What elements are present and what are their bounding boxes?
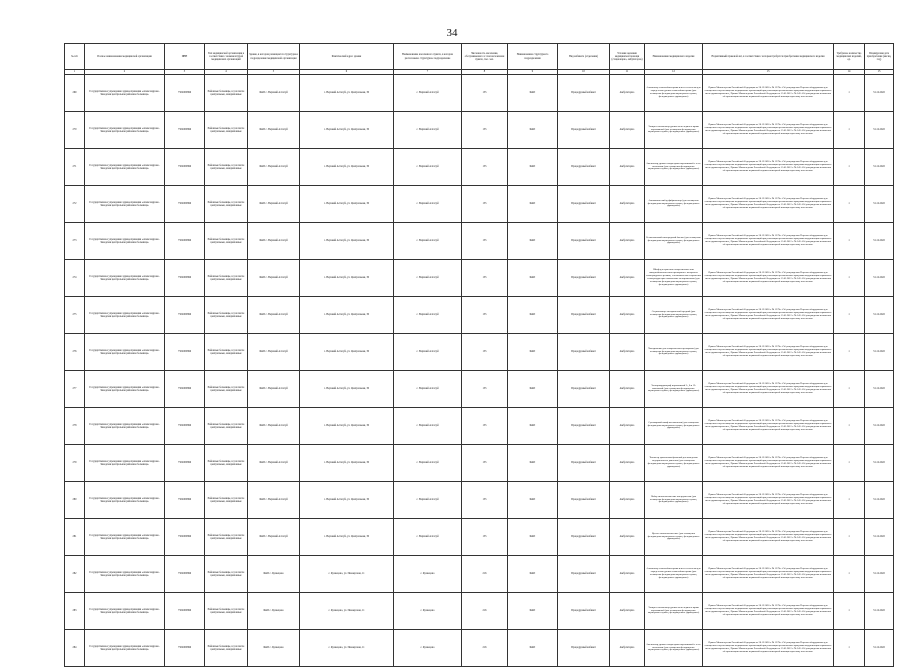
column-header: Наименование структурного подразделения bbox=[508, 44, 558, 70]
date-cell: 31.12.2022 bbox=[865, 371, 894, 408]
date-cell: 31.12.2022 bbox=[865, 297, 894, 334]
inn-cell: 7502000896 bbox=[165, 260, 205, 297]
population-cell: 155 bbox=[462, 408, 508, 445]
settlement-cell: с. Верхний Алтагуй bbox=[394, 297, 462, 334]
table-row bbox=[65, 445, 894, 482]
column-number: 1 bbox=[65, 70, 85, 75]
unit-cell: ФАП bbox=[508, 593, 558, 630]
unit-cell: ФАП bbox=[508, 112, 558, 149]
quantity-cell: 1 bbox=[834, 482, 865, 519]
population-cell: 155 bbox=[462, 519, 508, 556]
population-cell: 155 bbox=[462, 149, 508, 186]
building-cell: ФАП с. Верхний Алтагуй bbox=[248, 260, 300, 297]
table-row bbox=[65, 593, 894, 630]
column-number: 9 bbox=[508, 70, 558, 75]
row-number-cell: 284 bbox=[65, 630, 85, 667]
inn-cell: 7502000896 bbox=[165, 630, 205, 667]
column-number: 6 bbox=[300, 70, 394, 75]
date-cell: 31.12.2022 bbox=[865, 149, 894, 186]
column-number: 8 bbox=[462, 70, 508, 75]
act-cell: Приказ Министерства Российской Федерации от 28.12.2020 г. № 1379н «Об утверждении Перечня оборудования для оснащения и переоснащения медицинских организаций при реализации региональных программ модернизации первичного звена здравоохранения», Приказ Министерства Российской Федерации от 15.05.2012 г. № 543 «Об утверждении положения об организации оказания первичной медико-санитарной помощи взрослому населению» bbox=[703, 482, 834, 519]
inn-cell: 7502000896 bbox=[165, 371, 205, 408]
unit-cell: ФАП bbox=[508, 186, 558, 223]
conditions-cell: Амбулаторно bbox=[610, 149, 645, 186]
device-cell: Экспресс-анализатор уровня холестерина в крови портативный (для оснащения фельдшерско-акушерского пункта, фельдшерского здравпункта) bbox=[645, 112, 703, 149]
cabinet-cell: Процедурный кабинет bbox=[558, 149, 610, 186]
org-name-cell: Государственное учреждение здравоохранения «Александрово-Заводская центральная районная больница» bbox=[85, 334, 165, 371]
act-cell: Приказ Министерства Российской Федерации от 28.12.2020 г. № 1379н «Об утверждении Перечня оборудования для оснащения и переоснащения медицинских организаций при реализации региональных программ модернизации первичного звена здравоохранения», Приказ Министерства Российской Федерации от 15.05.2012 г. № 543 «Об утверждении положения об организации оказания первичной медико-санитарной помощи взрослому населению» bbox=[703, 260, 834, 297]
conditions-cell: Амбулаторно bbox=[610, 519, 645, 556]
table-row bbox=[65, 223, 894, 260]
settlement-cell: с. Кузнецово bbox=[394, 630, 462, 667]
column-header: Требуемое количество медицинских изделий, ед. bbox=[834, 44, 865, 70]
settlement-cell: с. Кузнецово bbox=[394, 556, 462, 593]
org-name-cell: Государственное учреждение здравоохранения «Александрово-Заводская центральная районная больница» bbox=[85, 149, 165, 186]
device-cell: Автоматический дефибриллятор (для оснащения фельдшерско-акушерского пункта, фельдшерского здравпункта) bbox=[645, 186, 703, 223]
table-row bbox=[65, 334, 894, 371]
inn-cell: 7502000896 bbox=[165, 519, 205, 556]
cabinet-cell: Процедурный кабинет bbox=[558, 334, 610, 371]
cabinet-cell: Процедурный кабинет bbox=[558, 482, 610, 519]
inn-cell: 7502000896 bbox=[165, 408, 205, 445]
org-type-cell: Районные больницы, в том числе центральные, межрайонные bbox=[205, 408, 248, 445]
org-name-cell: Государственное учреждение здравоохранения «Александрово-Заводская центральная районная больница» bbox=[85, 112, 165, 149]
cabinet-cell: Процедурный кабинет bbox=[558, 223, 610, 260]
act-cell: Приказ Министерства Российской Федерации от 28.12.2020 г. № 1379н «Об утверждении Перечня оборудования для оснащения и переоснащения медицинских организаций при реализации региональных программ модернизации первичного звена здравоохранения», Приказ Министерства Российской Федерации от 15.05.2012 г. № 543 «Об утверждении положения об организации оказания первичной медико-санитарной помощи взрослому населению» bbox=[703, 630, 834, 667]
cabinet-cell: Процедурный кабинет bbox=[558, 112, 610, 149]
device-cell: Бесконтактный кислородный баллон (для оснащения фельдшерско-акушерского пункта, фельдшерского здравпункта) bbox=[645, 223, 703, 260]
row-number-cell: 271 bbox=[65, 149, 85, 186]
cabinet-cell: Процедурный кабинет bbox=[558, 371, 610, 408]
device-cell: Холодильник для лекарственных препаратов (для оснащения фельдшерско-акушерского пункта, фельдшерского здравпункта) bbox=[645, 334, 703, 371]
column-number: 7 bbox=[394, 70, 462, 75]
date-cell: 31.12.2022 bbox=[865, 593, 894, 630]
address-cell: с. Верхний Алтагуй, ул. Центральная, 30 bbox=[300, 408, 394, 445]
address-cell: с. Верхний Алтагуй, ул. Центральная, 30 bbox=[300, 186, 394, 223]
settlement-cell: с. Верхний Алтагуй bbox=[394, 519, 462, 556]
building-cell: ФАП с. Верхний Алтагуй bbox=[248, 112, 300, 149]
org-name-cell: Государственное учреждение здравоохранения «Александрово-Заводская центральная районная больница» bbox=[85, 519, 165, 556]
org-name-cell: Государственное учреждение здравоохранения «Александрово-Заводская центральная районная больница» bbox=[85, 408, 165, 445]
cabinet-cell: Процедурный кабинет bbox=[558, 593, 610, 630]
cabinet-cell: Процедурный кабинет bbox=[558, 556, 610, 593]
inn-cell: 7502000896 bbox=[165, 223, 205, 260]
column-header: Планируемая дата приобретения (месяц, год) bbox=[865, 44, 894, 70]
quantity-cell: 1 bbox=[834, 408, 865, 445]
population-cell: 155 bbox=[462, 297, 508, 334]
org-type-cell: Районные больницы, в том числе центральные, межрайонные bbox=[205, 260, 248, 297]
table-row bbox=[65, 260, 894, 297]
date-cell: 31.12.2022 bbox=[865, 445, 894, 482]
settlement-cell: с. Верхний Алтагуй bbox=[394, 112, 462, 149]
building-cell: ФАП с. Верхний Алтагуй bbox=[248, 445, 300, 482]
inn-cell: 7502000896 bbox=[165, 112, 205, 149]
quantity-cell: 1 bbox=[834, 593, 865, 630]
unit-cell: ФАП bbox=[508, 482, 558, 519]
column-header: Тип медицинской организации в соответствии с номенклатурой медицинских организаций bbox=[205, 44, 248, 70]
address-cell: с. Верхний Алтагуй, ул. Центральная, 30 bbox=[300, 260, 394, 297]
org-name-cell: Государственное учреждение здравоохранения «Александрово-Заводская центральная районная больница» bbox=[85, 75, 165, 112]
column-header: Фактический адрес здания bbox=[300, 44, 394, 70]
act-cell: Приказ Министерства Российской Федерации от 28.12.2020 г. № 1379н «Об утверждении Перечня оборудования для оснащения и переоснащения медицинских организаций при реализации региональных программ модернизации первичного звена здравоохранения», Приказ Министерства Российской Федерации от 15.05.2012 г. № 543 «Об утверждении положения об организации оказания первичной медико-санитарной помощи взрослому населению» bbox=[703, 519, 834, 556]
settlement-cell: с. Верхний Алтагуй bbox=[394, 334, 462, 371]
address-cell: с. Верхний Алтагуй, ул. Центральная, 30 bbox=[300, 297, 394, 334]
page-number: 34 bbox=[446, 27, 458, 39]
table-row bbox=[65, 482, 894, 519]
conditions-cell: Амбулаторно bbox=[610, 593, 645, 630]
building-cell: ФАП с. Верхний Алтагуй bbox=[248, 519, 300, 556]
table-row bbox=[65, 297, 894, 334]
org-type-cell: Районные больницы, в том числе центральные, межрайонные bbox=[205, 371, 248, 408]
building-cell: ФАП с. Верхний Алтагуй bbox=[248, 408, 300, 445]
conditions-cell: Амбулаторно bbox=[610, 482, 645, 519]
device-cell: Стерилизатор электрический средний (для оснащения фельдшерско-акушерского пункта, фельдшерского здравпункта) bbox=[645, 297, 703, 334]
population-cell: 216 bbox=[462, 556, 508, 593]
org-name-cell: Государственное учреждение здравоохранения «Александрово-Заводская центральная районная больница» bbox=[85, 630, 165, 667]
org-type-cell: Районные больницы, в том числе центральные, межрайонные bbox=[205, 445, 248, 482]
quantity-cell: 1 bbox=[834, 334, 865, 371]
act-cell: Приказ Министерства Российской Федерации от 28.12.2020 г. № 1379н «Об утверждении Перечня оборудования для оснащения и переоснащения медицинских организаций при реализации региональных программ модернизации первичного звена здравоохранения», Приказ Министерства Российской Федерации от 15.05.2012 г. № 543 «Об утверждении положения об организации оказания первичной медико-санитарной помощи взрослому населению» bbox=[703, 149, 834, 186]
conditions-cell: Амбулаторно bbox=[610, 408, 645, 445]
row-number-cell: 272 bbox=[65, 186, 85, 223]
address-cell: с. Верхний Алтагуй, ул. Центральная, 30 bbox=[300, 223, 394, 260]
unit-cell: ФАП bbox=[508, 223, 558, 260]
population-cell: 216 bbox=[462, 593, 508, 630]
quantity-cell: 1 bbox=[834, 186, 865, 223]
org-type-cell: Районные больницы, в том числе центральные, межрайонные bbox=[205, 593, 248, 630]
act-cell: Приказ Министерства Российской Федерации от 28.12.2020 г. № 1379н «Об утверждении Перечня оборудования для оснащения и переоснащения медицинских организаций при реализации региональных программ модернизации первичного звена здравоохранения», Приказ Министерства Российской Федерации от 15.05.2012 г. № 543 «Об утверждении положения об организации оказания первичной медико-санитарной помощи взрослому населению» bbox=[703, 593, 834, 630]
address-cell: с. Верхний Алтагуй, ул. Центральная, 30 bbox=[300, 334, 394, 371]
settlement-cell: с. Верхний Алтагуй bbox=[394, 186, 462, 223]
unit-cell: ФАП bbox=[508, 556, 558, 593]
unit-cell: ФАП bbox=[508, 75, 558, 112]
org-type-cell: Районные больницы, в том числе центральные, межрайонные bbox=[205, 75, 248, 112]
date-cell: 31.12.2022 bbox=[865, 260, 894, 297]
act-cell: Приказ Министерства Российской Федерации от 28.12.2020 г. № 1379н «Об утверждении Перечня оборудования для оснащения и переоснащения медицинских организаций при реализации региональных программ модернизации первичного звена здравоохранения», Приказ Министерства Российской Федерации от 15.05.2012 г. № 543 «Об утверждении положения об организации оказания первичной медико-санитарной помощи взрослому населению» bbox=[703, 445, 834, 482]
building-cell: ФАП с. Верхний Алтагуй bbox=[248, 186, 300, 223]
row-number-cell: 282 bbox=[65, 556, 85, 593]
device-cell: Анализатор уровня сахара крови портативный с тест-полосками (для оснащения фельдшерско-акушерского пункта, фельдшерского здравпункта) bbox=[645, 149, 703, 186]
date-cell: 31.12.2022 bbox=[865, 482, 894, 519]
address-cell: с. Верхний Алтагуй, ул. Центральная, 30 bbox=[300, 482, 394, 519]
conditions-cell: Амбулаторно bbox=[610, 297, 645, 334]
quantity-cell: 1 bbox=[834, 112, 865, 149]
device-cell: Анализатор гемоглобина крови или тест-система для определения уровня гемоглобина крови (для оснащения фельдшерско-акушерского пункта, фельдшерского здравпункта) bbox=[645, 556, 703, 593]
date-cell: 31.12.2022 bbox=[865, 334, 894, 371]
conditions-cell: Амбулаторно bbox=[610, 334, 645, 371]
row-number-cell: 269 bbox=[65, 75, 85, 112]
act-cell: Приказ Министерства Российской Федерации от 28.12.2020 г. № 1379н «Об утверждении Перечня оборудования для оснащения и переоснащения медицинских организаций при реализации региональных программ модернизации первичного звена здравоохранения», Приказ Министерства Российской Федерации от 15.05.2012 г. № 543 «Об утверждении положения об организации оказания первичной медико-санитарной помощи взрослому населению» bbox=[703, 371, 834, 408]
cabinet-cell: Процедурный кабинет bbox=[558, 408, 610, 445]
org-name-cell: Государственное учреждение здравоохранения «Александрово-Заводская центральная районная больница» bbox=[85, 297, 165, 334]
column-header: Полное наименование медицинской организации bbox=[85, 44, 165, 70]
inn-cell: 7502000896 bbox=[165, 149, 205, 186]
unit-cell: ФАП bbox=[508, 297, 558, 334]
unit-cell: ФАП bbox=[508, 408, 558, 445]
population-cell: 155 bbox=[462, 482, 508, 519]
conditions-cell: Амбулаторно bbox=[610, 445, 645, 482]
column-number: 10 bbox=[558, 70, 610, 75]
conditions-cell: Амбулаторно bbox=[610, 260, 645, 297]
column-header: Здание, в котором размещается структурное подразделение медицинской организации bbox=[248, 44, 300, 70]
table-row bbox=[65, 630, 894, 667]
conditions-cell: Амбулаторно bbox=[610, 112, 645, 149]
inn-cell: 7502000896 bbox=[165, 556, 205, 593]
column-number: 12 bbox=[645, 70, 703, 75]
address-cell: с. Верхний Алтагуй, ул. Центральная, 30 bbox=[300, 112, 394, 149]
table-row bbox=[65, 149, 894, 186]
device-cell: Шкаф для хранения лекарственных или иммунобиологических препаратов с контролем температурного режима, с возможностью сохранения температуры при отключении электропитания (для оснащения фельдшерско-акушерского пункта, фельдшерского здравпункта) bbox=[645, 260, 703, 297]
table-row bbox=[65, 112, 894, 149]
device-cell: Анализатор уровня сахара крови портативный с тест-полосками (для оснащения фельдшерско-акушерского пункта, фельдшерского здравпункта) bbox=[645, 630, 703, 667]
row-number-cell: 280 bbox=[65, 482, 85, 519]
table-row bbox=[65, 519, 894, 556]
inn-cell: 7502000896 bbox=[165, 445, 205, 482]
cabinet-cell: Процедурный кабинет bbox=[558, 260, 610, 297]
population-cell: 155 bbox=[462, 445, 508, 482]
settlement-cell: с. Верхний Алтагуй bbox=[394, 482, 462, 519]
building-cell: ФАП с. Верхний Алтагуй bbox=[248, 223, 300, 260]
org-name-cell: Государственное учреждение здравоохранения «Александрово-Заводская центральная районная больница» bbox=[85, 593, 165, 630]
device-cell: Тонометр транспальпебральный для измерения внутриглазного давления (для оснащения фельдшерско-акушерского пункта, фельдшерского здравпункта) bbox=[645, 445, 703, 482]
settlement-cell: с. Верхний Алтагуй bbox=[394, 149, 462, 186]
conditions-cell: Амбулаторно bbox=[610, 75, 645, 112]
quantity-cell: 1 bbox=[834, 149, 865, 186]
date-cell: 31.12.2022 bbox=[865, 186, 894, 223]
table-row bbox=[65, 408, 894, 445]
population-cell: 155 bbox=[462, 112, 508, 149]
table-row bbox=[65, 186, 894, 223]
org-name-cell: Государственное учреждение здравоохранения «Александрово-Заводская центральная районная больница» bbox=[85, 556, 165, 593]
settlement-cell: с. Верхний Алтагуй bbox=[394, 371, 462, 408]
column-header: Наименование медицинского изделия bbox=[645, 44, 703, 70]
population-cell: 155 bbox=[462, 223, 508, 260]
row-number-cell: 283 bbox=[65, 593, 85, 630]
building-cell: ФАП с. Верхний Алтагуй bbox=[248, 149, 300, 186]
building-cell: ФАП с. Верхний Алтагуй bbox=[248, 334, 300, 371]
act-cell: Приказ Министерства Российской Федерации от 28.12.2020 г. № 1379н «Об утверждении Перечня оборудования для оснащения и переоснащения медицинских организаций при реализации региональных программ модернизации первичного звена здравоохранения», Приказ Министерства Российской Федерации от 15.05.2012 г. № 543 «Об утверждении положения об организации оказания первичной медико-санитарной помощи взрослому населению» bbox=[703, 408, 834, 445]
row-number-cell: 279 bbox=[65, 445, 85, 482]
column-number: 2 bbox=[85, 70, 165, 75]
device-cell: Экспресс-анализатор уровня холестерина в крови портативный (для оснащения фельдшерско-акушерского пункта, фельдшерского здравпункта) bbox=[645, 593, 703, 630]
inn-cell: 7502000896 bbox=[165, 297, 205, 334]
quantity-cell: 1 bbox=[834, 223, 865, 260]
org-name-cell: Государственное учреждение здравоохранения «Александрово-Заводская центральная районная больница» bbox=[85, 260, 165, 297]
address-cell: с. Кузнецово, ул. Пионерская, 11 bbox=[300, 593, 394, 630]
conditions-cell: Амбулаторно bbox=[610, 186, 645, 223]
unit-cell: ФАП bbox=[508, 149, 558, 186]
column-number: 14 bbox=[834, 70, 865, 75]
cabinet-cell: Процедурный кабинет bbox=[558, 519, 610, 556]
column-number: 15 bbox=[865, 70, 894, 75]
quantity-cell: 1 bbox=[834, 371, 865, 408]
row-number-cell: 274 bbox=[65, 260, 85, 297]
date-cell: 31.12.2022 bbox=[865, 630, 894, 667]
address-cell: с. Верхний Алтагуй, ул. Центральная, 30 bbox=[300, 371, 394, 408]
address-cell: с. Верхний Алтагуй, ул. Центральная, 30 bbox=[300, 519, 394, 556]
table-row bbox=[65, 556, 894, 593]
row-number-cell: 276 bbox=[65, 334, 85, 371]
unit-cell: ФАП bbox=[508, 630, 558, 667]
column-header: ИНН bbox=[165, 44, 205, 70]
address-cell: с. Кузнецово, ул. Пионерская, 11 bbox=[300, 630, 394, 667]
act-cell: Приказ Министерства Российской Федерации от 28.12.2020 г. № 1379н «Об утверждении Перечня оборудования для оснащения и переоснащения медицинских организаций при реализации региональных программ модернизации первичного звена здравоохранения», Приказ Министерства Российской Федерации от 15.05.2012 г. № 543 «Об утверждении положения об организации оказания первичной медико-санитарной помощи взрослому населению» bbox=[703, 223, 834, 260]
quantity-cell: 1 bbox=[834, 260, 865, 297]
date-cell: 31.12.2022 bbox=[865, 75, 894, 112]
inn-cell: 7502000896 bbox=[165, 75, 205, 112]
building-cell: ФАП с. Верхний Алтагуй bbox=[248, 482, 300, 519]
building-cell: ФАП с. Кузнецово bbox=[248, 593, 300, 630]
row-number-cell: 281 bbox=[65, 519, 85, 556]
column-header: Наименование населенного пункта, в котором расположено структурное подразделение bbox=[394, 44, 462, 70]
settlement-cell: с. Верхний Алтагуй bbox=[394, 75, 462, 112]
conditions-cell: Амбулаторно bbox=[610, 371, 645, 408]
quantity-cell: 1 bbox=[834, 75, 865, 112]
act-cell: Приказ Министерства Российской Федерации от 28.12.2020 г. № 1379н «Об утверждении Перечня оборудования для оснащения и переоснащения медицинских организаций при реализации региональных программ модернизации первичного звена здравоохранения», Приказ Министерства Российской Федерации от 15.05.2012 г. № 543 «Об утверждении положения об организации оказания первичной медико-санитарной помощи взрослому населению» bbox=[703, 297, 834, 334]
address-cell: с. Верхний Алтагуй, ул. Центральная, 30 bbox=[300, 149, 394, 186]
act-cell: Приказ Министерства Российской Федерации от 28.12.2020 г. № 1379н «Об утверждении Перечня оборудования для оснащения и переоснащения медицинских организаций при реализации региональных программ модернизации первичного звена здравоохранения», Приказ Министерства Российской Федерации от 15.05.2012 г. № 543 «Об утверждении положения об организации оказания первичной медико-санитарной помощи взрослому населению» bbox=[703, 186, 834, 223]
date-cell: 31.12.2022 bbox=[865, 519, 894, 556]
cabinet-cell: Процедурный кабинет bbox=[558, 75, 610, 112]
unit-cell: ФАП bbox=[508, 334, 558, 371]
org-name-cell: Государственное учреждение здравоохранения «Александрово-Заводская центральная районная больница» bbox=[85, 445, 165, 482]
org-type-cell: Районные больницы, в том числе центральные, межрайонные bbox=[205, 186, 248, 223]
unit-cell: ФАП bbox=[508, 371, 558, 408]
table-body bbox=[65, 75, 894, 667]
settlement-cell: с. Верхний Алтагуй bbox=[394, 223, 462, 260]
table-row bbox=[65, 371, 894, 408]
conditions-cell: Амбулаторно bbox=[610, 556, 645, 593]
cabinet-cell: Процедурный кабинет bbox=[558, 186, 610, 223]
row-number-cell: 278 bbox=[65, 408, 85, 445]
settlement-cell: с. Верхний Алтагуй bbox=[394, 408, 462, 445]
date-cell: 31.12.2022 bbox=[865, 408, 894, 445]
unit-cell: ФАП bbox=[508, 445, 558, 482]
population-cell: 155 bbox=[462, 260, 508, 297]
org-type-cell: Районные больницы, в том числе центральные, межрайонные bbox=[205, 297, 248, 334]
address-cell: с. Верхний Алтагуй, ул. Центральная, 30 bbox=[300, 75, 394, 112]
cabinet-cell: Процедурный кабинет bbox=[558, 445, 610, 482]
device-cell: Кресло гинекологическое (для оснащения фельдшерско-акушерского пункта, фельдшерского здравпункта) bbox=[645, 519, 703, 556]
org-name-cell: Государственное учреждение здравоохранения «Александрово-Заводская центральная районная больница» bbox=[85, 371, 165, 408]
org-type-cell: Районные больницы, в том числе центральные, межрайонные bbox=[205, 519, 248, 556]
act-cell: Приказ Министерства Российской Федерации от 28.12.2020 г. № 1379н «Об утверждении Перечня оборудования для оснащения и переоснащения медицинских организаций при реализации региональных программ модернизации первичного звена здравоохранения», Приказ Министерства Российской Федерации от 15.05.2012 г. № 543 «Об утверждении положения об организации оказания первичной медико-санитарной помощи взрослому населению» bbox=[703, 556, 834, 593]
org-type-cell: Районные больницы, в том числе центральные, межрайонные bbox=[205, 630, 248, 667]
act-cell: Приказ Министерства Российской Федерации от 28.12.2020 г. № 1379н «Об утверждении Перечня оборудования для оснащения и переоснащения медицинских организаций при реализации региональных программ модернизации первичного звена здравоохранения», Приказ Министерства Российской Федерации от 15.05.2012 г. № 543 «Об утверждении положения об организации оказания первичной медико-санитарной помощи взрослому населению» bbox=[703, 334, 834, 371]
building-cell: ФАП с. Кузнецово bbox=[248, 556, 300, 593]
org-name-cell: Государственное учреждение здравоохранения «Александрово-Заводская центральная районная больница» bbox=[85, 186, 165, 223]
device-cell: Электрокардиограф портативный 3-, 6-и 12-канальный (для оснащения фельдшерско-акушерского пункта, фельдшерского здравпункта) bbox=[645, 371, 703, 408]
column-number: 11 bbox=[610, 70, 645, 75]
quantity-cell: 1 bbox=[834, 297, 865, 334]
unit-cell: ФАП bbox=[508, 260, 558, 297]
org-type-cell: Районные больницы, в том числе центральные, межрайонные bbox=[205, 334, 248, 371]
table-row bbox=[65, 75, 894, 112]
equipment-table bbox=[64, 43, 894, 667]
address-cell: с. Верхний Алтагуй, ул. Центральная, 30 bbox=[300, 445, 394, 482]
org-type-cell: Районные больницы, в том числе центральные, межрайонные bbox=[205, 482, 248, 519]
column-number: 3 bbox=[165, 70, 205, 75]
inn-cell: 7502000896 bbox=[165, 186, 205, 223]
act-cell: Приказ Министерства Российской Федерации от 28.12.2020 г. № 1379н «Об утверждении Перечня оборудования для оснащения и переоснащения медицинских организаций при реализации региональных программ модернизации первичного звена здравоохранения», Приказ Министерства Российской Федерации от 15.05.2012 г. № 543 «Об утверждении положения об организации оказания первичной медико-санитарной помощи взрослому населению» bbox=[703, 112, 834, 149]
org-type-cell: Районные больницы, в том числе центральные, межрайонные bbox=[205, 223, 248, 260]
quantity-cell: 1 bbox=[834, 445, 865, 482]
inn-cell: 7502000896 bbox=[165, 593, 205, 630]
quantity-cell: 1 bbox=[834, 630, 865, 667]
org-type-cell: Районные больницы, в том числе центральные, межрайонные bbox=[205, 149, 248, 186]
column-number: 4 bbox=[205, 70, 248, 75]
row-number-cell: 275 bbox=[65, 297, 85, 334]
date-cell: 31.12.2022 bbox=[865, 556, 894, 593]
population-cell: 216 bbox=[462, 630, 508, 667]
column-number: 13 bbox=[703, 70, 834, 75]
table-header-row bbox=[65, 44, 894, 70]
org-type-cell: Районные больницы, в том числе центральные, межрайонные bbox=[205, 556, 248, 593]
conditions-cell: Амбулаторно bbox=[610, 630, 645, 667]
inn-cell: 7502000896 bbox=[165, 482, 205, 519]
column-header: Вид кабинета (отделения) bbox=[558, 44, 610, 70]
conditions-cell: Амбулаторно bbox=[610, 223, 645, 260]
cabinet-cell: Процедурный кабинет bbox=[558, 630, 610, 667]
device-cell: Сухожаровой шкаф или автоклав (для оснащения фельдшерско-акушерского пункта, фельдшерского здравпункта) bbox=[645, 408, 703, 445]
device-cell: Набор гинекологических инструментов (для оснащения фельдшерско-акушерского пункта, фельдшерского здравпункта) bbox=[645, 482, 703, 519]
org-type-cell: Районные больницы, в том числе центральные, межрайонные bbox=[205, 112, 248, 149]
population-cell: 155 bbox=[462, 186, 508, 223]
population-cell: 155 bbox=[462, 334, 508, 371]
column-header: № п/п bbox=[65, 44, 85, 70]
building-cell: ФАП с. Верхний Алтагуй bbox=[248, 75, 300, 112]
population-cell: 155 bbox=[462, 371, 508, 408]
settlement-cell: с. Верхний Алтагуй bbox=[394, 260, 462, 297]
quantity-cell: 1 bbox=[834, 519, 865, 556]
unit-cell: ФАП bbox=[508, 519, 558, 556]
date-cell: 31.12.2022 bbox=[865, 223, 894, 260]
column-header: Условия оказания медицинской помощи (стационарно, амбулаторно) bbox=[610, 44, 645, 70]
settlement-cell: с. Кузнецово bbox=[394, 593, 462, 630]
cabinet-cell: Процедурный кабинет bbox=[558, 297, 610, 334]
inn-cell: 7502000896 bbox=[165, 334, 205, 371]
building-cell: ФАП с. Кузнецово bbox=[248, 630, 300, 667]
row-number-cell: 270 bbox=[65, 112, 85, 149]
building-cell: ФАП с. Верхний Алтагуй bbox=[248, 297, 300, 334]
quantity-cell: 1 bbox=[834, 556, 865, 593]
column-header: Нормативный правовой акт, в соответствии с которым требуется приобретение медицинского изделия bbox=[703, 44, 834, 70]
row-number-cell: 277 bbox=[65, 371, 85, 408]
column-header: Численность населения, обслуживаемого в этом населенном пункте, тыс. чел. bbox=[462, 44, 508, 70]
org-name-cell: Государственное учреждение здравоохранения «Александрово-Заводская центральная районная больница» bbox=[85, 223, 165, 260]
column-number: 5 bbox=[248, 70, 300, 75]
date-cell: 31.12.2022 bbox=[865, 112, 894, 149]
org-name-cell: Государственное учреждение здравоохранения «Александрово-Заводская центральная районная больница» bbox=[85, 482, 165, 519]
act-cell: Приказ Министерства Российской Федерации от 28.12.2020 г. № 1379н «Об утверждении Перечня оборудования для оснащения и переоснащения медицинских организаций при реализации региональных программ модернизации первичного звена здравоохранения», Приказ Министерства Российской Федерации от 15.05.2012 г. № 543 «Об утверждении положения об организации оказания первичной медико-санитарной помощи взрослому населению» bbox=[703, 75, 834, 112]
address-cell: с. Кузнецово, ул. Пионерская, 11 bbox=[300, 556, 394, 593]
row-number-cell: 273 bbox=[65, 223, 85, 260]
population-cell: 155 bbox=[462, 75, 508, 112]
building-cell: ФАП с. Верхний Алтагуй bbox=[248, 371, 300, 408]
device-cell: Анализатор гемоглобина крови или тест-система для определения уровня гемоглобина крови (для оснащения фельдшерско-акушерского пункта, фельдшерского здравпункта) bbox=[645, 75, 703, 112]
settlement-cell: с. Верхний Алтагуй bbox=[394, 445, 462, 482]
